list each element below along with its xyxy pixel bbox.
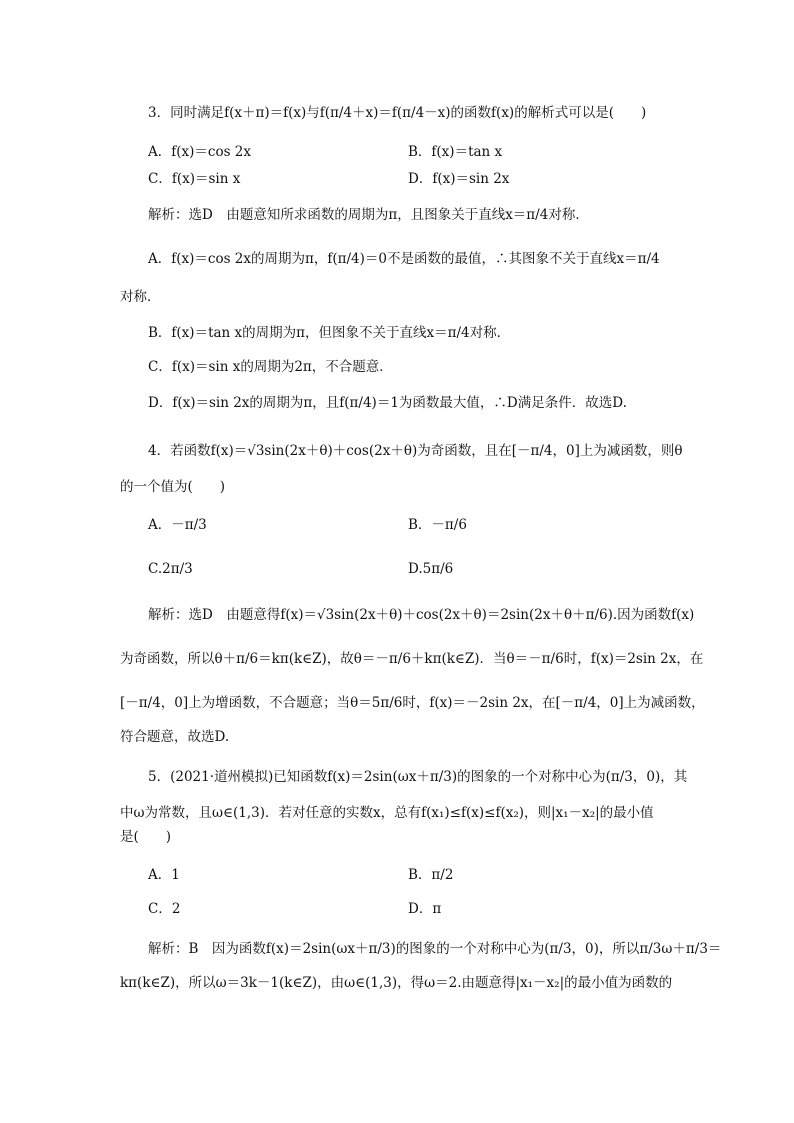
q5-option-b: B．π/2	[408, 867, 454, 883]
q3-solution-line-1: 解析：选D 由题意知所求函数的周期为π，且图象关于直线x＝π/4对称．	[148, 207, 589, 223]
q3-option-a: A．f(x)＝cos 2x	[148, 144, 252, 160]
q4-solution-line-4: 符合题意，故选D.	[120, 729, 230, 745]
q4-solution-line-2: 为奇函数，所以θ＋π/6＝kπ(k∈Z)，故θ＝－π/6＋kπ(k∈Z)．当θ＝－π/6时，f(x)＝2sin 2x，在	[120, 651, 704, 667]
q4-option-b: B．－π/6	[408, 517, 467, 533]
q3-solution-line-5: C．f(x)＝sin x的周期为2π，不合题意．	[148, 359, 393, 375]
q4-solution-line-1: 解析：选D 由题意得f(x)＝√3sin(2x＋θ)＋cos(2x＋θ)＝2sin(2x＋θ＋π/6).因为函数f(x)	[148, 607, 695, 623]
q5-option-d: D．π	[408, 901, 442, 917]
q4-option-c: C.2π/3	[148, 561, 193, 577]
q5-stem-line-1: 5．(2021·道州模拟)已知函数f(x)＝2sin(ωx＋π/3)的图象的一个对称中心为(π/3，0)，其	[148, 769, 688, 785]
q3-solution-line-6: D．f(x)＝sin 2x的周期为π，且f(π/4)＝1为函数最大值，∴D满足条件．故选D.	[148, 395, 627, 411]
q3-option-d: D．f(x)＝sin 2x	[408, 171, 510, 187]
q5-stem-line-3: 是( )	[120, 829, 172, 845]
q5-stem-line-2: 中ω为常数，且ω∈(1,3)．若对任意的实数x，总有f(x₁)≤f(x)≤f(x₂)，则|x₁－x₂|的最小值	[120, 805, 654, 821]
q5-solution-line-2: kπ(k∈Z)，所以ω＝3k－1(k∈Z)，由ω∈(1,3)，得ω＝2.由题意得|x₁－x₂|的最小值为函数的	[120, 975, 673, 991]
q4-option-d: D.5π/6	[408, 561, 454, 577]
q5-solution-line-1: 解析：B 因为函数f(x)＝2sin(ωx＋π/3)的图象的一个对称中心为(π/3，0)，所以π/3ω＋π/3＝	[148, 941, 722, 957]
q3-solution-line-3: 对称．	[120, 289, 161, 305]
q4-stem-line-1: 4．若函数f(x)＝√3sin(2x＋θ)＋cos(2x＋θ)为奇函数，且在[－π/4，0]上为减函数，则θ	[148, 443, 683, 459]
q5-option-a: A．1	[148, 867, 180, 883]
q3-option-c: C．f(x)＝sin x	[148, 171, 241, 187]
q4-option-a: A．－π/3	[148, 517, 207, 533]
q3-option-b: B．f(x)＝tan x	[408, 144, 503, 160]
q4-solution-line-3: [－π/4，0]上为增函数，不合题意；当θ＝5π/6时，f(x)＝－2sin 2x，在[－π/4，0]上为减函数，	[120, 695, 705, 711]
q5-option-c: C．2	[148, 901, 181, 917]
q3-solution-line-2: A．f(x)＝cos 2x的周期为π，f(π/4)＝0不是函数的最值，∴其图象不关于直线x＝π/4	[148, 251, 660, 267]
q3-solution-line-4: B．f(x)＝tan x的周期为π，但图象不关于直线x＝π/4对称．	[148, 325, 511, 341]
q3-stem: 3．同时满足f(x＋π)＝f(x)与f(π/4＋x)＝f(π/4－x)的函数f(x)的解析式可以是( )	[148, 105, 647, 121]
q4-stem-line-2: 的一个值为( )	[120, 479, 226, 495]
